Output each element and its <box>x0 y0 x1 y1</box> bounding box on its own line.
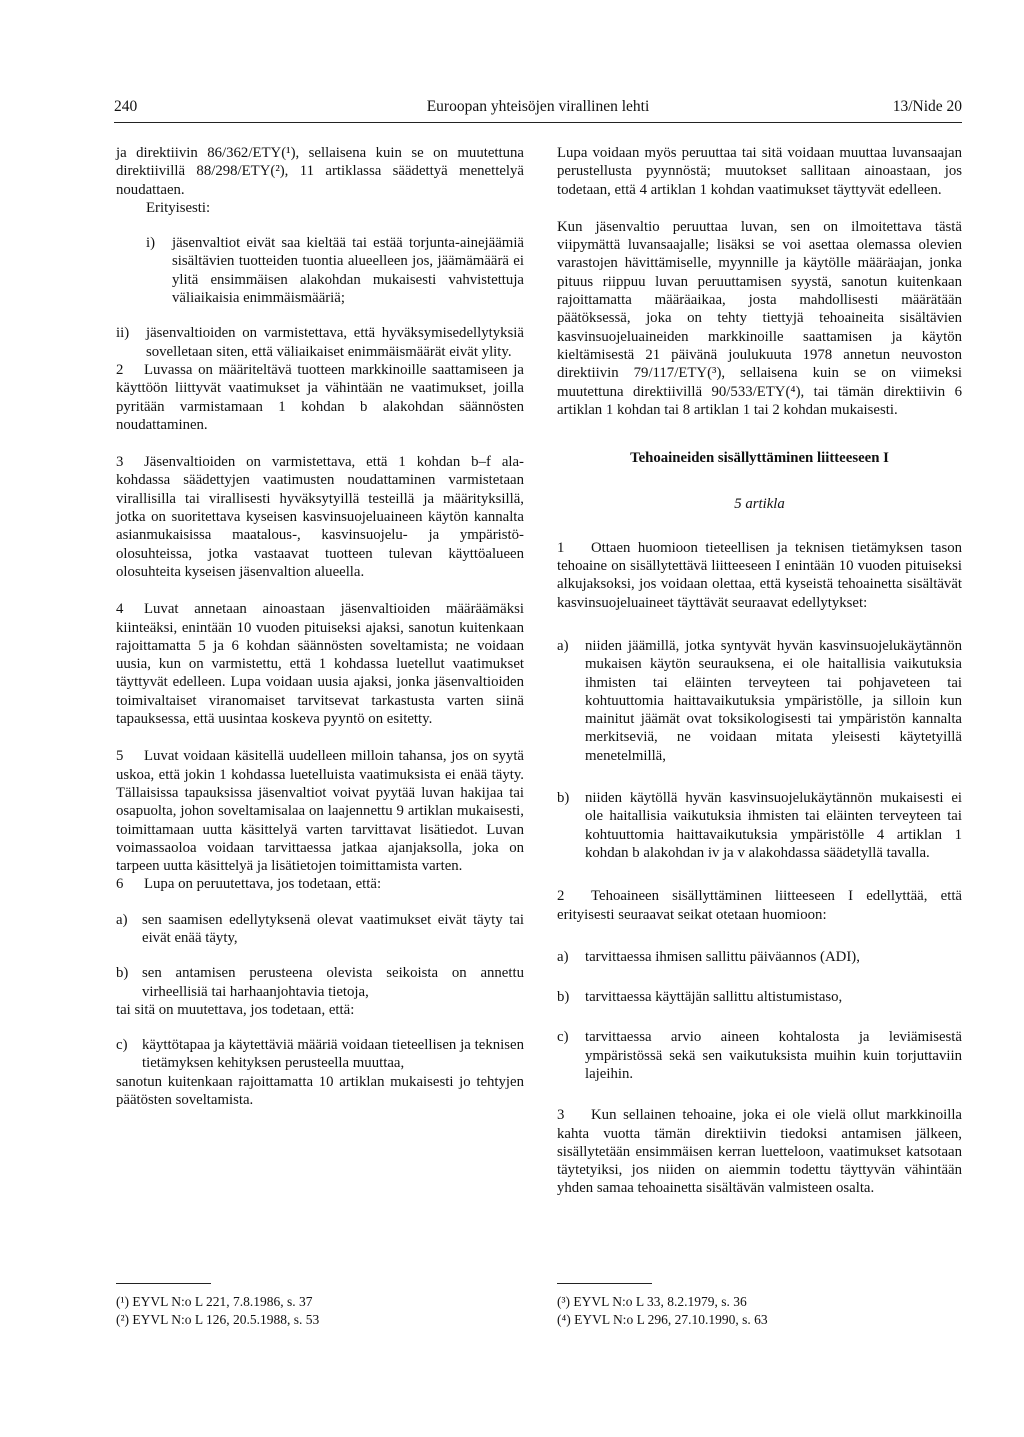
article-paragraph-2 <box>557 887 962 924</box>
consideration-b <box>557 988 962 1006</box>
list-label: ii) <box>116 325 130 342</box>
list-text: käyttötapaa ja käytettäviä määriä voidaan tieteellisen ja teknisen tietämyksen kehityksen perusteella muuttaa, <box>142 1037 524 1072</box>
footnotes-left <box>116 1293 524 1328</box>
article-paragraph-1 <box>557 539 962 612</box>
paragraph-number: 1 <box>557 539 565 556</box>
article-paragraph-3 <box>557 1106 962 1197</box>
list-label: i) <box>146 235 156 252</box>
list-label: a) <box>116 911 128 928</box>
paragraph-text: Ottaen huomioon tieteellisen ja teknisen tietämyksen tason tehoaine on sisällytettävä liitteeseen I enintään 10 vuoden pituiseksi alkujaksoksi, jos voidaan olettaa, että kyseistä tehoainetta sisältävät kasvinsuojeluaineet täyttävät seuraavat edellytykset: <box>557 539 962 611</box>
list-label: b) <box>557 790 570 807</box>
consideration-c <box>557 1028 962 1083</box>
paragraph-3 <box>116 453 524 581</box>
paragraph-text: Lupa on peruutettava, jos todetaan, että: <box>144 876 382 893</box>
paragraph-number: 3 <box>557 1107 565 1124</box>
list-item-a <box>116 911 524 948</box>
list-text: tarvittaessa käyttäjän sallittu altistumistaso, <box>585 989 843 1006</box>
paragraph-text: Kun sellainen tehoaine, joka ei ole vielä ollut markkinoilla kahta vuotta tämän direktiivin tiedoksi antamisen jälkeen, sisällytetään ensimmäisen kerran luetteloon, vaatimukset katsotaan täytetyiksi, jos niiden on aiemmin todettu täyttyvän vähintään yhden samaa tehoainetta sisältävän valmisteen osalta. <box>557 1107 962 1197</box>
consideration-a <box>557 948 962 966</box>
list-label: a) <box>557 948 569 965</box>
footnote-3: (³) EYVL N:o L 33, 8.2.1979, s. 36 <box>557 1294 747 1309</box>
paragraph-5 <box>116 747 524 875</box>
paragraph-4 <box>116 600 524 728</box>
footnote-4: (⁴) EYVL N:o L 296, 27.10.1990, s. 63 <box>557 1311 768 1327</box>
erityisesti-label: Erityisesti: <box>146 199 211 216</box>
closing-paragraph: sanotun kuitenkaan rajoittamatta 10 artiklan mukaisesti jo tehtyjen päätösten soveltamista. <box>116 1073 524 1109</box>
intro-paragraph: ja direktiivin 86/362/ETY(¹), sellaisena kuin se on muutettuna direktiivillä 88/298/ETY(²), 11 artiklassa säädettyä menettelyä noudattaen. <box>116 145 524 198</box>
list-text: tarvittaessa arvio aineen kohtalosta ja leviämisestä ympäristössä sekä sen vaikutuksista muihin kuin torjuttaviin lajeihin. <box>585 1029 962 1082</box>
journal-title: Euroopan yhteisöjen virallinen lehti <box>426 98 650 115</box>
list-item-i <box>116 234 524 307</box>
paragraph-2 <box>116 361 524 434</box>
header-divider <box>114 122 962 123</box>
list-text: tarvittaessa ihmisen sallittu päiväannos (ADI), <box>585 948 860 965</box>
or-clause: tai sitä on muutettava, jos todetaan, että: <box>116 1001 355 1018</box>
footnotes-right <box>557 1293 962 1328</box>
condition-a <box>557 637 962 765</box>
paragraph-6 <box>116 875 524 893</box>
list-label: a) <box>557 637 569 654</box>
footnote-divider-right <box>557 1283 652 1284</box>
list-item-b <box>116 964 524 1001</box>
list-label: c) <box>557 1029 569 1046</box>
list-label: c) <box>116 1037 128 1054</box>
paragraph-number: 3 <box>116 454 124 471</box>
right-paragraph-1: Lupa voidaan myös peruuttaa tai sitä voidaan muuttaa luvansaajan perustellusta pyynnöstä; muutokset sallitaan ainoastaan, jos todetaan, että 4 artiklan 1 kohdan vaatimukset täyttyvät edelleen. <box>557 145 962 198</box>
left-column <box>116 144 524 1109</box>
section-heading: Tehoaineiden sisällyttäminen liitteeseen I <box>630 450 889 467</box>
paragraph-number: 2 <box>557 888 565 905</box>
footnote-2: (²) EYVL N:o L 126, 20.5.1988, s. 53 <box>116 1311 320 1327</box>
list-label: b) <box>116 965 129 982</box>
paragraph-number: 2 <box>116 361 124 378</box>
paragraph-text: Jäsenvaltioiden on varmistettava, että 1 kohdan b–f ala-kohdassa säädettyjen vaatimusten noudattaminen varmistetaan virallisilla tai virallisesti hyväksytyillä testeillä ja määrityksillä, jotka on suoritettava kyseisen kasvinsuojeluaineen käytön kannalta asianmukaisissa maatalous-, kasvinsuojelu- ja ympäristö-olosuhteissa, jotka vastaavat tuotteen tulevan käyttöalueen olosuhteita kyseisen jäsenvaltion alueella. <box>116 454 524 580</box>
paragraph-number: 4 <box>116 601 124 618</box>
page-number: 240 <box>114 98 138 115</box>
page-header <box>114 98 962 124</box>
footnote-1: (¹) EYVL N:o L 221, 7.8.1986, s. 37 <box>116 1294 313 1309</box>
volume-label: 13/Nide 20 <box>892 98 962 115</box>
paragraph-text: Luvat annetaan ainoastaan jäsenvaltioiden määräämäksi kiinteäksi, enintään 10 vuoden pituiseksi ajaksi, sanotun kuitenkaan rajoittamatta 5 ja 6 kohdan säännösten soveltamista; ne voidaan uusia, kun on varmistettu, että 1 kohdassa luetellut vaatimukset täyttyvät edelleen. Lupa voidaan uusia ajaksi, jonka jäsenvaltioiden toimivaltaiset viranomaiset tarvitsevat tarkastusta varten siinä tapauksessa, että uusintaa koskeva pyyntö on esitetty. <box>116 601 524 728</box>
paragraph-text: Tehoaineen sisällyttäminen liitteeseen I edellyttää, että erityisesti seuraavat seikat otetaan huomioon: <box>557 888 962 923</box>
list-item-c <box>116 1036 524 1073</box>
list-label: b) <box>557 989 570 1006</box>
list-text: niiden käytöllä hyvän kasvinsuojelukäytännön mukaisesti ei ole haitallisia vaikutuksia ihmisten tai eläinten terveyteen tai kohtuuttomia haittavaikutuksia ympäristölle 4 artiklan 1 kohdan b alakohdan iv ja v alakohdassa säädetyllä tavalla. <box>585 790 962 861</box>
right-column <box>557 144 962 1198</box>
right-paragraph-2: Kun jäsenvaltio peruuttaa luvan, sen on ilmoitettava tästä viipymättä luvansaajalle; lisäksi se voi asettaa olemassa olevien varastojen hävittämiselle, myynnille ja käytölle määräajan, jonka pituus riippuu luvan peruuttamisen syystä, sanotun kuitenkaan rajoittamatta määräaikaa, josta mahdollisesti määrätään päätöksessä, joka on tehty tiettyjä tehoaineita sisältävien kasvinsuojeluaineiden markkinoille saattamisen ja käytön kieltämisestä 21 päivänä joulukuuta 1978 annetun neuvoston direktiivin 79/117/ETY(³), sellaisena kuin se on viimeksi muutettuna direktiivillä 90/533/ETY(⁴), tai tämän direktiivin 6 artiklan 1 kohdan tai 8 artiklan 1 tai 2 kohdan mukaisesti. <box>557 218 962 418</box>
list-text: niiden jäämillä, jotka syntyvät hyvän kasvinsuojelukäytännön mukaisen käytön seurauksena, ei ole haitallisia vaikutuksia ihmisten tai eläinten terveyteen tai pohjaveteen tai kohtuuttomia haittavaikutuksia ympäristölle, ja silloin kun mainitut jäämät ovat toksikologisesti tai ympäristön kannalta merkitseviä, ne voidaan mitata yleisesti käytetyillä menetelmillä, <box>585 637 962 764</box>
paragraph-number: 6 <box>116 876 124 893</box>
list-text: sen saamisen edellytyksenä olevat vaatimukset eivät täyty tai eivät enää täyty, <box>142 911 524 946</box>
paragraph-text: Luvat voidaan käsitellä uudelleen milloin tahansa, jos on syytä uskoa, että jokin 1 kohdassa luetelluista vaatimuksista ei enää täyty. Tällaisissa tapauksissa jäsenvaltiot voivat pyytää luvan hakijaa tai osapuolta, johon soveltamisalaa on laajennettu 9 artiklan mukaisesti, toimittamaan uutta käsittelyä varten tarvittavat lisätiedot. Luvan voimassaoloa voidaan tarvittaessa jatkaa ajanjaksolla, joka on tarpeen uutta käsittelyä ja lisätietojen toimittamista varten. <box>116 748 524 875</box>
paragraph-number: 5 <box>116 748 124 765</box>
list-text: jäsenvaltiot eivät saa kieltää tai estää torjunta-ainejäämiä sisältävien tuotteiden tuontia alueelleen jos, jäämämäärä ei ylitä ensimmäisen alakohdan mukaisesti vahvistettuja väliaikaisia enimmäismääriä; <box>172 235 524 307</box>
condition-b <box>557 789 962 862</box>
paragraph-text: Luvassa on määriteltävä tuotteen markkinoille saattamiseen ja käyttöön liittyvät vaatimukset ja vähintään ne vaatimukset, joilla pyritään varmistamaan 1 kohdan b alakohdan säännösten noudattaminen. <box>116 361 524 433</box>
article-title: 5 artikla <box>734 496 785 513</box>
list-text: sen antamisen perusteena olevista seikoista on annettu virheellisiä tai harhaanjohtavia tietoja, <box>142 965 524 1000</box>
list-item-ii <box>116 324 524 361</box>
footnote-divider-left <box>116 1283 211 1284</box>
list-text: jäsenvaltioiden on varmistettava, että hyväksymisedellytyksiä sovelletaan siten, että väliaikaiset enimmäismäärät eivät ylity. <box>146 325 524 360</box>
